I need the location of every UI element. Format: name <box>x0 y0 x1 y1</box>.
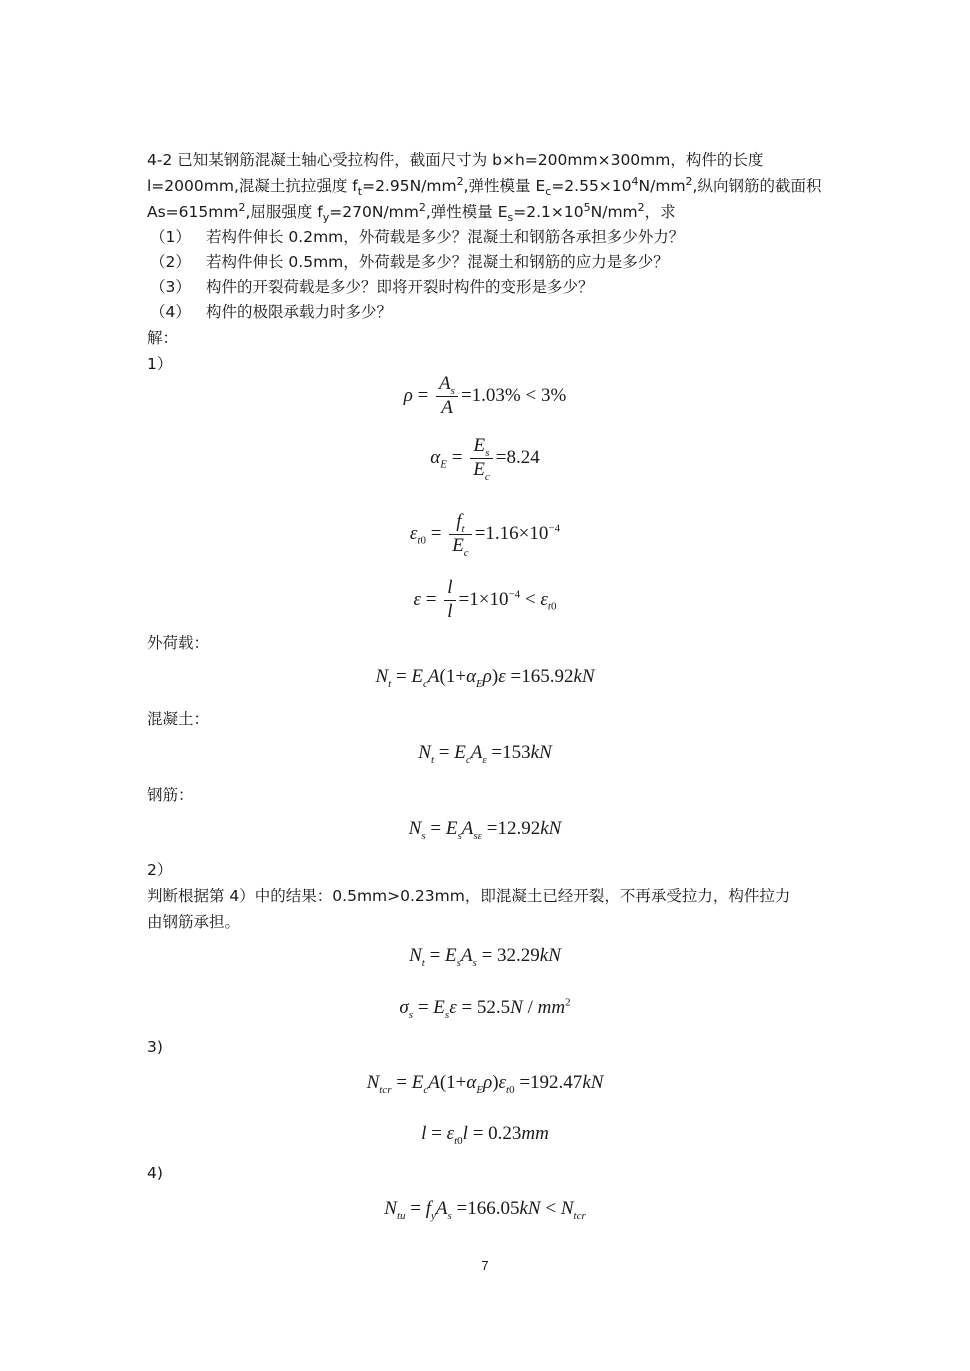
part-2-text-1: 判断根据第 4）中的结果：0.5mm>0.23mm，即混凝土已经开裂，不再承受拉力，构件拉力 <box>147 887 791 905</box>
problem-line-1: 4-2 已知某钢筋混凝土轴心受拉构件，截面尺寸为 b×h=200mm×300mm，构件的长度 <box>147 151 764 169</box>
equation-ntcr: $N_{tcr} = E_cA(1+\alpha_E\rho)\varepsilon_{t0} =192.47kN$ <box>366 1072 604 1096</box>
question-item-1: （1） 若构件伸长 0.2mm，外荷载是多少？混凝土和钢筋各承担多少外力？ <box>150 228 685 246</box>
equation-rho: ρ = $\frac{A_s}{A}$ =1.03% < 3% <box>403 373 567 418</box>
label-steel: 钢筋： <box>147 786 194 804</box>
equation-ns: $N_s = E_sA_{s\varepsilon} =12.92kN$ <box>408 818 562 842</box>
part-1-label: 1） <box>147 355 173 373</box>
question-item-4: （4） 构件的极限承载力时多少？ <box>150 303 393 321</box>
equation-eps: ε = $\frac{l}{l}$ $=1\times 10^{-4} < \varepsilon_{t0}$ <box>413 577 557 622</box>
equation-sigma-s: $\sigma_s = E_s\varepsilon = 52.5N / mm^2$ <box>399 996 571 1021</box>
problem-line-2: l=2000mm,混凝土抗拉强度 $f_t=2.95N/mm^2$,弹性模量 $E_c=2.55\times 10^4N/mm^2$,纵向钢筋的截面积 <box>147 174 822 199</box>
equation-ntu: $N_{tu} = f_yA_s =166.05kN < N_{tcr}$ <box>384 1198 586 1222</box>
question-item-3: （3） 构件的开裂荷载是多少？即将开裂时构件的变形是多少？ <box>150 278 594 296</box>
part-2-text-2: 由钢筋承担。 <box>147 913 241 931</box>
part-3-label: 3) <box>147 1038 163 1056</box>
part-2-label: 2） <box>147 861 173 879</box>
equation-nt-1: $N_t = E_cA(1+\alpha_E\rho)\varepsilon =165.92kN$ <box>375 666 595 690</box>
question-item-2: （2） 若构件伸长 0.5mm，外荷载是多少？混凝土和钢筋的应力是多少？ <box>150 253 669 271</box>
equation-l: $l = \varepsilon_{t0}l = 0.23mm$ <box>421 1123 549 1147</box>
equation-alpha-e: $\alpha_E$ = $\frac{E_s}{E_c}$ =8.24 <box>430 435 540 483</box>
equation-eps-t0: $\varepsilon_{t0}$ = $\frac{f_t}{E_c}$ $=1.16\times 10^{-4}$ <box>409 511 561 559</box>
part-4-label: 4) <box>147 1164 163 1182</box>
page-number: 7 <box>481 1258 489 1273</box>
label-external-load: 外荷载： <box>147 634 210 652</box>
solution-title: 解： <box>147 329 179 347</box>
equation-nt-2: $N_t = E_sA_s = 32.29kN$ <box>409 945 561 969</box>
problem-line-3: $As=615mm^2$,屈服强度 $f_y=270N/mm^2$,弹性模量 $E_s=2.1\times 10^5N/mm^2$，求 <box>147 200 676 225</box>
equation-nc: $N_t = E_cA_\varepsilon =153kN$ <box>418 742 552 766</box>
label-concrete: 混凝土： <box>147 710 210 728</box>
